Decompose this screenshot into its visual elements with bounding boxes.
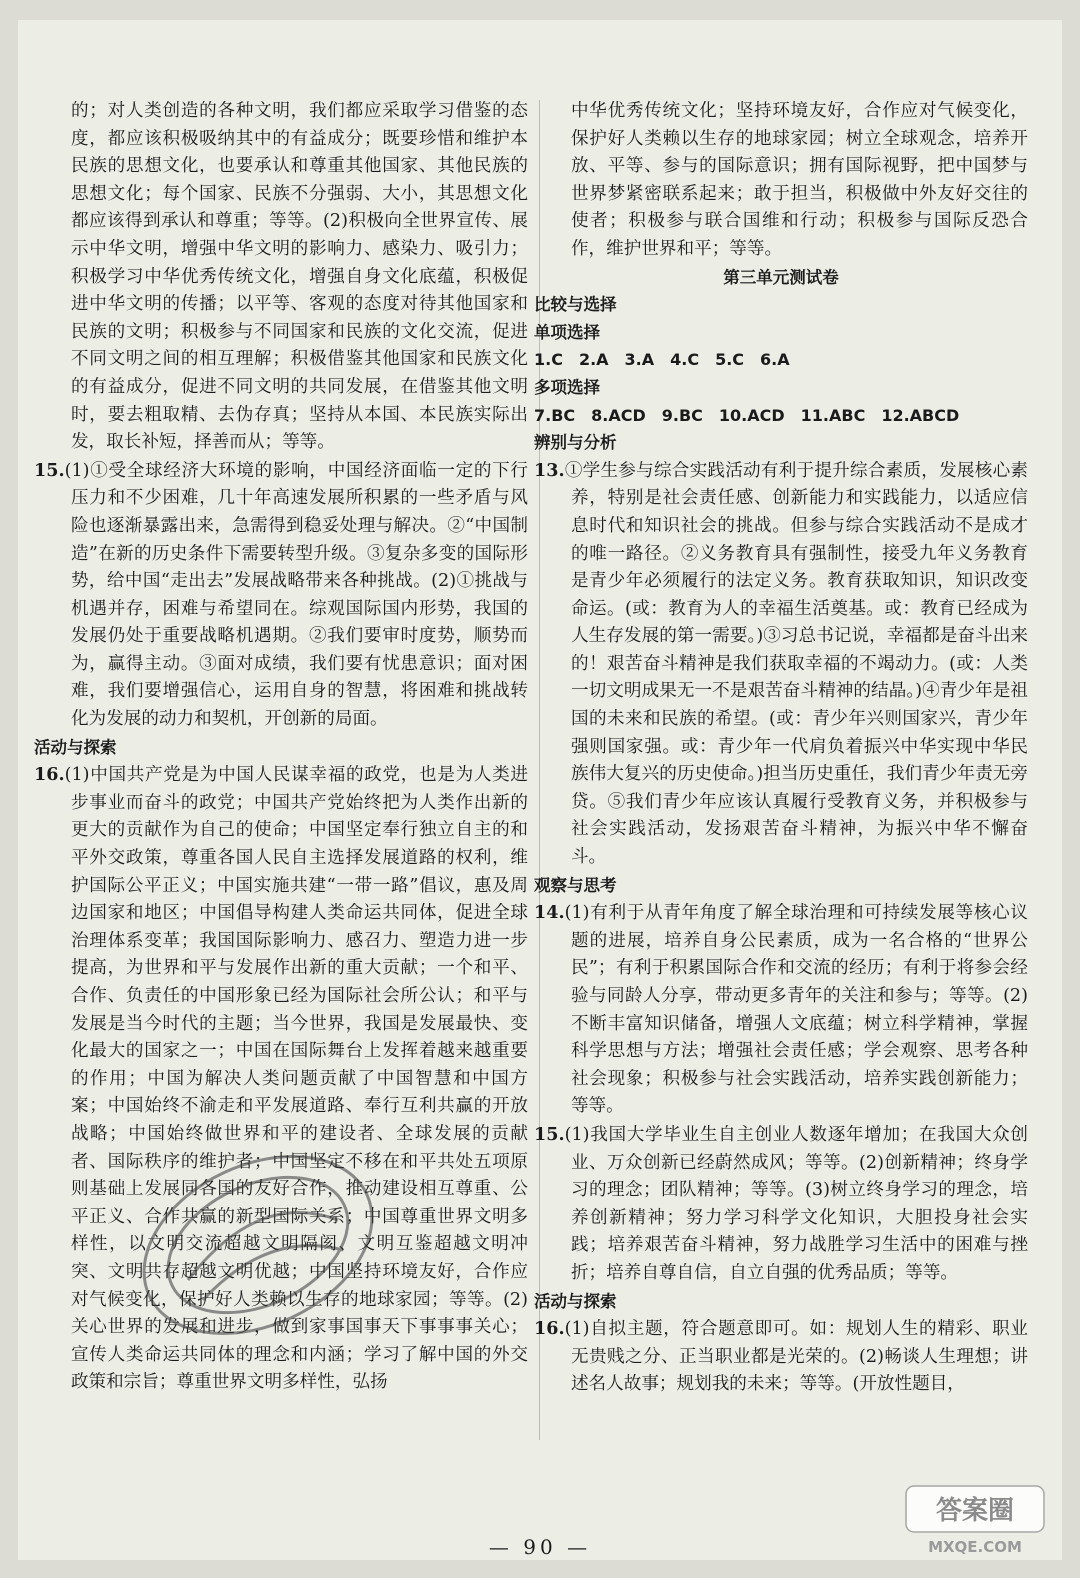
answer-key-line: 1.C 2.A 3.A 4.C 5.C 6.A [534, 350, 790, 370]
watermark-logo-text: 答案圈 [935, 1496, 1015, 1526]
item-text: (1)有利于从青年角度了解全球治理和可持续发展等核心议题的进展，培养自身公民素质，成为一名合格的“世界公民”；有利于积累国际合作和交流的经历；有利于将参会经验与同龄人分享，带动更多青年的关注和参与；等等。(2)不断丰富知识储备，增强人文底蕴；树立科学精神，掌握科学思想与方法；增强社会责任感；学会观察、思考各种社会现象；积极参与社会实践活动，培养实践创新能力；等等。 [564, 903, 1028, 1117]
item-text: (1)①受全球经济大环境的影响，中国经济面临一定的下行压力和不少困难，几十年高速发展所积累的一些矛盾与风险也逐渐暴露出来，急需得到稳妥处理与解决。②“中国制造”在新的历史条件下需要转型升级。③复杂多变的国际形势，给中国“走出去”发展战略带来各种挑战。(2)①挑战与机遇并存，困难与希望同在。综观国际国内形势，我国的发展仍处于重要战略机遇期。②我们要审时度势，顺势而为，赢得主动。③面对成绩，我们要有忧患意识；面对困难，我们要增强信心，运用自身的智慧，将困难和挑战转化为发展的动力和契机，开创新的局面。 [64, 460, 528, 730]
item-number: 15. [34, 459, 65, 481]
answer-item [534, 899, 1028, 1121]
answer-key-line: 7.BC 8.ACD 9.BC 10.ACD 11.ABC 12.ABCD [534, 405, 960, 425]
item-number: 15. [534, 1123, 565, 1145]
site-watermark-logo [900, 1478, 1050, 1558]
item-number: 13. [534, 459, 565, 481]
continued-paragraph: 的；对人类创造的各种文明，我们都应采取学习借鉴的态度，都应该积极吸纳其中的有益成分；既要珍惜和维护本民族的思想文化，也要承认和尊重其他国家、其他民族的思想文化；每个国家、民族不分强弱、大小，其思想文化都应该得到承认和尊重；等等。(2)积极向全世界宣传、展示中华文明，增强中华文明的影响力、感染力、吸引力；积极学习中华优秀传统文化，增强自身文化底蕴，积极促进中华文明的传播；以平等、客观的态度对待其他国家和民族的文明；积极参与不同国家和民族的文化交流，促进不同文明之间的相互理解；积极借鉴其他国家和民族文化的有益成分，促进不同文明的共同发展，在借鉴其他文明时，要去粗取精、去伪存真；坚持从本国、本民族实际出发，取长补短，择善而从；等等。 [70, 101, 528, 453]
item-number: 16. [534, 1318, 565, 1340]
item-text: (1)我国大学毕业生自主创业人数逐年增加；在我国大众创业、万众创新已经蔚然成风；等等。(2)创新精神；终身学习的理念；团队精神；等等。(3)树立终身学习的理念，培养创新精神；努力学习科学文化知识，大胆投身社会实践；培养艰苦奋斗精神，努力战胜学习生活中的困难与挫折；培养自尊自信，自立自强的优秀品质；等等。 [564, 1124, 1028, 1283]
answer-item [534, 1315, 1028, 1399]
page-number: — 90 — [488, 1535, 592, 1559]
section-heading: 比较与选择 [534, 295, 617, 315]
answer-item [34, 457, 528, 734]
left-column [34, 98, 528, 1397]
answer-item [34, 761, 528, 1397]
section-heading: 辨别与分析 [534, 433, 617, 453]
answer-item [534, 457, 1028, 872]
answer-item [534, 1121, 1028, 1288]
watermark-url-text: MXQE.COM [928, 1538, 1022, 1556]
item-text: (1)自拟主题，符合题意即可。如：规划人生的精彩、职业无贵贱之分、正当职业都是光荣的。(2)畅谈人生理想；讲述名人故事；规划我的未来；等等。(开放性题目， [564, 1319, 1028, 1395]
section-heading: 多项选择 [534, 377, 600, 397]
item-number: 16. [34, 764, 65, 786]
section-heading: 活动与探索 [534, 1291, 617, 1311]
section-heading: 单项选择 [534, 322, 600, 342]
item-number: 14. [534, 902, 565, 924]
continued-paragraph: 中华优秀传统文化；坚持环境友好，合作应对气候变化，保护好人类赖以生存的地球家园；树立全球观念，培养开放、平等、参与的国际意识；拥有国际视野，把中国梦与世界梦紧密联系起来；敢于担当，积极做中外友好交往的使者；积极参与联合国维和行动；积极参与国际反恐合作，维护世界和平；等等。 [570, 101, 1028, 259]
item-text: (1)中国共产党是为中国人民谋幸福的政党，也是为人类进步事业而奋斗的政党；中国共产党始终把为人类作出新的更大的贡献作为自己的使命；中国坚定奉行独立自主的和平外交政策，尊重各国人民自主选择发展道路的权利，维护国际公平正义；中国实施共建“一带一路”倡议，惠及周边国家和地区；中国倡导构建人类命运共同体，促进全球治理体系变革；我国国际影响力、感召力、塑造力进一步提高，为世界和平与发展作出新的重大贡献；一个和平、合作、负责任的中国形象已经为国际社会所公认；和平与发展是当今时代的主题；当今世界，我国是发展最快、变化最大的国家之一；中国在国际舞台上发挥着越来越重要的作用；中国为解决人类问题贡献了中国智慧和中国方案；中国始终不渝走和平发展道路、奉行互利共赢的开放战略；中国始终做世界和平的建设者、全球发展的贡献者、国际秩序的维护者；中国坚定不移在和平共处五项原则基础上发展同各国的友好合作，推动建设相互尊重、公平正义、合作共赢的新型国际关系；中国尊重世界文明多样性，以文明交流超越文明隔阂、文明互鉴超越文明冲突、文明共存超越文明优越；中国坚持环境友好，合作应对气候变化，保护好人类赖以生存的地球家园；等等。(2)关心世界的发展和进步，做到家事国事天下事事事关心；宣传人类命运共同体的理念和内涵；学习了解中国的外交政策和宗旨；尊重世界文明多样性，弘扬 [64, 765, 528, 1393]
unit-test-title: 第三单元测试卷 [723, 267, 839, 287]
section-heading: 观察与思考 [534, 875, 617, 895]
section-heading: 活动与探索 [34, 737, 117, 757]
textbook-page [18, 20, 1062, 1560]
right-column [534, 98, 1028, 1399]
item-text: ①学生参与综合实践活动有利于提升综合素质，发展核心素养，特别是社会责任感、创新能力和实践能力，以适应信息时代和知识社会的挑战。但参与综合实践活动不是成才的唯一路径。②义务教育具有强制性，接受九年义务教育是青少年必须履行的法定义务。教育获取知识，知识改变命运。(或：教育为人的幸福生活奠基。或：教育已经成为人生存发展的第一需要。)③习总书记说，幸福都是奋斗出来的！艰苦奋斗精神是我们获取幸福的不竭动力。(或：人类一切文明成果无一不是艰苦奋斗精神的结晶。)④青少年是祖国的未来和民族的希望。(或：青少年兴则国家兴，青少年强则国家强。或：青少年一代肩负着振兴中华实现中华民族伟大复兴的历史使命。)担当历史重任，我们青少年责无旁贷。⑤我们青少年应该认真履行受教育义务，并积极参与社会实践活动，发扬艰苦奋斗精神，为振兴中华不懈奋斗。 [564, 460, 1028, 868]
